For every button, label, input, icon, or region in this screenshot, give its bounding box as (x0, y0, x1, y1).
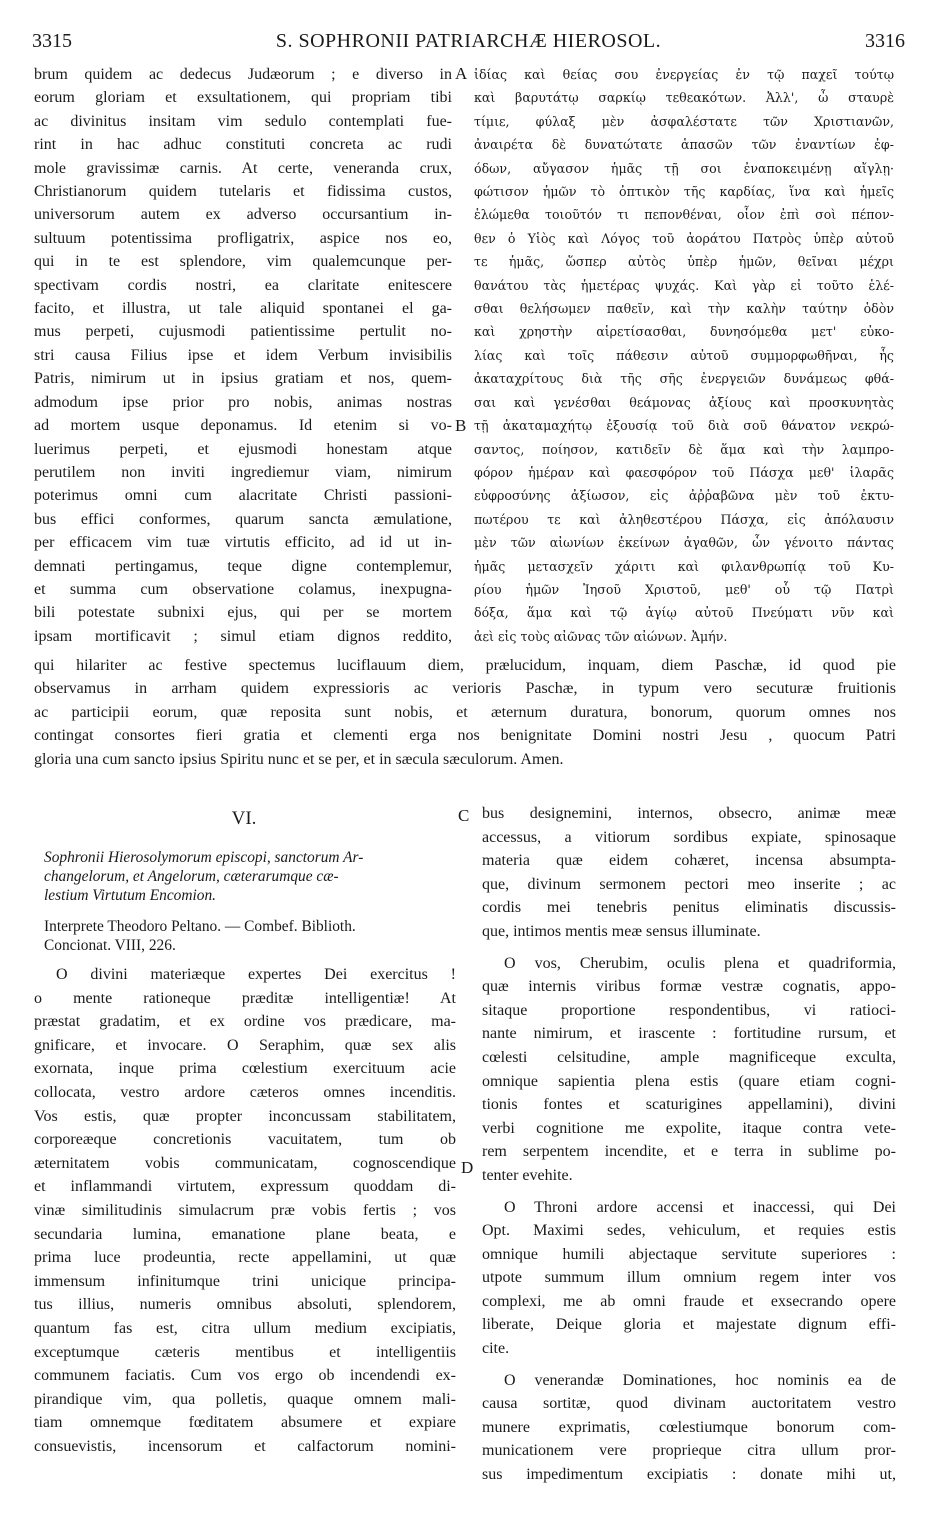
running-header (32, 30, 905, 60)
greek-text-line: μὲν τῶν αἰωνίων ἐκείνων ἀγαθῶν, ὧν γένοιτο πάντας (474, 535, 894, 551)
text-line: demnati pertingamus, teque digne contemplemur, (34, 557, 452, 575)
title-line: changelorum, et Angelorum, cæterarumque cæ- (44, 868, 339, 885)
section-title (44, 848, 454, 905)
text-line: bus designemini, internos, obsecro, animæ meæ (482, 805, 896, 822)
paragraph-gap (482, 1361, 896, 1369)
text-line: que, intimos mentis meæ sensus illuminate. (482, 922, 761, 940)
text-line: exornata, inque prima cœlestium exercituum acie (34, 1060, 456, 1078)
text-line: Vos estis, quæ propter inconcussam stabilitatem, (34, 1107, 456, 1125)
text-line: mole gravissimæ carnis. At certe, veneranda crux, (34, 159, 452, 177)
text-line: ac divinitus insitam vim sedulo contemplati fue- (34, 112, 452, 130)
interpreter-note (44, 917, 454, 955)
interpreter-line: Interprete Theodoro Peltano. — Combef. Biblioth. (44, 918, 356, 935)
text-line: rem serpentem incendite, et e terra in sublime po- (482, 1143, 896, 1161)
text-line: vinæ similitudinis simulacrum præ vobis fertis ; vos (34, 1201, 456, 1219)
text-line: gnificare, et invocare. O Seraphim, quæ sex alis (34, 1036, 456, 1054)
greek-text-line: φώτισον ἡμῶν τὸ ὀπτικὸν τῆς καρδίας, ἵνα καὶ ἡμεῖς (474, 184, 894, 200)
text-line: luerimus perpeti, et ejusmodi honestam atque (34, 440, 452, 458)
text-line: collocata, vestro ardore cæteros omnes incenditis. (34, 1083, 456, 1101)
text-line: accessus, a vitiorum sordibus expiate, spinosaque (482, 828, 896, 846)
text-line: cite. (482, 1340, 510, 1358)
paragraph (482, 1369, 896, 1487)
text-line: præstat gradatim, et ex ordine vos prædicare, ma- (34, 1013, 456, 1031)
greek-text-line: όδων, αὔγασον ἡμᾶς τῇ σοι ἐναποκειμένῃ αἴγλῃ· (474, 160, 894, 176)
text-line: per efficacem vim tuæ virtutis efficito, ad id ut in- (34, 534, 452, 552)
text-line: sultuum potentissima profligatrix, aspice nos eo, (34, 229, 452, 247)
greek-text-line: ἀναιρέτα δὲ δυνατώτατε ἁπασῶν τῶν ἐναντίων ἐφ- (474, 137, 894, 153)
text-line: quæ internis viribus formæ vestræ cognatis, appo- (482, 978, 896, 996)
text-line: materia quæ eidem cohæret, incensa absumpta- (482, 852, 896, 870)
text-line: munere exprimatis, cœlestiumque bonorum com- (482, 1418, 896, 1436)
greek-text-line: σαντος, ποίησον, κατιδεῖν δὲ ἅμα καὶ τὴν λαμπρο- (474, 441, 894, 457)
text-line: rint in hac adhuc constituti concreta ac rudi (34, 136, 452, 154)
greek-text-line: ἀκαταχρίτους διὰ τῆς σῆς ἐνεργειῶν δυνάμεως φθά- (474, 371, 894, 387)
text-line: cœlesti celsitudine, ample magnificeque exculta, (482, 1048, 896, 1066)
text-line: et inflammandi virtutem, expressum quoddam di- (34, 1178, 456, 1196)
text-line: tenter evehite. (482, 1166, 573, 1184)
paragraph-gap (482, 944, 896, 952)
text-line: æternitatem vobis communicatam, cognoscendique (34, 1154, 456, 1172)
greek-text-line: θανάτου τὰς ἡμετέρας ψυχάς. Καὶ γὰρ εἰ τοῦτο ἑλέ- (474, 277, 894, 293)
greek-text-line: πωτέρου τε καὶ ἀληθεστέρου Πάσχα, εἰς ἀπόλαυσιν (474, 511, 894, 527)
text-line: immensum infinitumque trini unicique principa- (34, 1272, 456, 1290)
text-line: municationem vere proprieque citra ullum pror- (482, 1442, 896, 1460)
text-line: consuevistis, incensorum et calfactorum nomini- (34, 1437, 456, 1455)
page-number-left: 3315 (32, 30, 72, 52)
text-line: bus effici conformes, quarum sancta æmulatione, (34, 510, 452, 528)
greek-text-line: ἑλώμεθα τοιοῦτόν τι πεπονθέναι, οἷον ἐπὶ σοὶ πέπον- (474, 207, 894, 223)
greek-text-line: ἰδίας καὶ θείας σου ἐνεργείας ἐν τῷ παχεῖ τούτῳ (474, 67, 894, 82)
text-line: O Throni ardore accensi et inaccessi, qui Dei (504, 1198, 896, 1216)
text-line: stri causa Filius ipse et idem Verbum invisibilis (34, 346, 452, 364)
text-line: causa sortitæ, quod divinam auctoritatem vestro (482, 1395, 896, 1413)
text-line: poterimus omni cum alacritate Christi passioni- (34, 487, 452, 505)
text-line: Opt. Maximi sedes, vehiculum, et requies estis (482, 1222, 896, 1240)
margin-mark-b: B (455, 416, 467, 435)
greek-text-line: ἡμᾶς μετασχεῖν χάριτι καὶ φιλανθρωπίᾳ τοῦ Κυ- (474, 558, 894, 574)
greek-text-line: τε ἡμᾶς, ὥσπερ αὐτὸς ὑπὲρ ἡμῶν, θεῖναι μέχρι (474, 254, 894, 270)
text-line: admodum ipse prior pro nobis, animas nostras (34, 393, 452, 411)
interpreter-line: Concionat. VIII, 226. (44, 937, 176, 954)
title-line: Sophronii Hierosolymorum episcopi, sanctorum Ar- (44, 849, 364, 866)
running-title: S. SOPHRONII PATRIARCHÆ HIEROSOL. (275, 30, 662, 52)
text-line: Christianorum quidem tutelaris et fidissima custos, (34, 183, 452, 201)
text-line: corporeæque concretionis vacuitatem, tum ob (34, 1131, 456, 1149)
text-line: complexi, me ab omni fraude et exsecrando opere (482, 1292, 896, 1310)
latin-column-bottom-right (482, 802, 896, 1487)
text-line: universorum autem ex adverso occursantium in- (34, 206, 452, 224)
greek-text-line: δόξα, ἅμα καὶ τῷ ἁγίῳ αὐτοῦ Πνεύματι νῦν καὶ (474, 605, 894, 621)
greek-text-line: λίας καὶ τοῖς πάθεσιν αὐτοῦ συμμορφωθῆναι, ἧς (474, 347, 894, 363)
text-line: brum quidem ac dedecus Judæorum ; e diverso in (34, 66, 452, 83)
greek-text-line: καὶ χρηστὴν αἱρετίσασθαι, δυνησόμεθα μετ' εὐκο- (474, 324, 894, 340)
latin-column-top (34, 63, 452, 648)
text-line: eorum gloriam et exsultationem, qui propriam tibi (34, 89, 452, 107)
greek-text-line: τῇ ἀκαταμαχήτῳ ἐξουσίᾳ τοῦ διὰ σοῦ θάνατον νεκρώ- (474, 418, 894, 434)
greek-text-line: τίμιε, φύλαξ μὲν ἀσφαλέστατε τῶν Χριστιανῶν, (474, 113, 894, 129)
full-width-paragraph (34, 654, 896, 771)
text-line: contingat consortes fieri gratia et clementi erga nos benignitate Domini nostri Jesu , quocum Patri (34, 727, 896, 745)
text-line: prima luce prodeuntia, recte appellamini, ut quæ (34, 1249, 456, 1267)
greek-text-line: θεν ὁ Υἱὸς καὶ Λόγος τοῦ ἀοράτου Πατρὸς ὑπὲρ αὐτοῦ (474, 230, 894, 246)
text-line: Patris, nimirum ut in ipsius gratiam et nos, quem- (34, 370, 452, 388)
text-line: omnique sapientia plena estis (quare etiam cogni- (482, 1072, 896, 1090)
text-line: spectivam cordis nostri, ea claritate enitescere (34, 276, 452, 294)
greek-text-line: εὐφροσύνης ἀξίωσον, εἰς ἀῤῥαβῶνα μὲν τοῦ ἐκτυ- (474, 488, 894, 504)
greek-text-line: σαι καὶ γενέσθαι θεάμονας ἀξίους καὶ προσκυνητὰς (474, 394, 894, 410)
margin-mark-d: D (461, 1158, 474, 1177)
text-line: ad mortem usque deponamus. Id etenim si vo- (34, 417, 452, 435)
text-line: facito, et illustra, ut tale aliquid spontanei el ga- (34, 300, 452, 318)
greek-text-line: σθαι θελήσωμεν παθεῖν, καὶ τὴν καλὴν ταύτην ὁδὸν (474, 301, 894, 317)
text-line: mus perpeti, cujusmodi patientissime pertulit no- (34, 323, 452, 341)
text-line: omnique humili abjectaque servitute superiores : (482, 1245, 896, 1263)
text-line: gloria una cum sancto ipsius Spiritu nunc et se per, et in sæcula sæculorum. Amen. (34, 750, 564, 768)
greek-text-line: καὶ βαρυτάτῳ σαρκίῳ τεθεακότων. Ἀλλ', ὦ σταυρὲ (474, 90, 894, 106)
paragraph (482, 952, 896, 1188)
text-line: tionis fontes et scaturigines appellamini), divini (482, 1096, 896, 1114)
text-line: verbi cognitione me expolite, itaque contra vete- (482, 1119, 896, 1137)
text-line: tiam omnemque fœditatem absumere et expiare (34, 1414, 456, 1432)
text-line: O vos, Cherubim, oculis plena et quadriformia, (504, 954, 896, 972)
paragraph (482, 1196, 896, 1361)
text-line: et summa cum observatione colamus, inexpugna- (34, 580, 452, 598)
text-line: sus impedimentum excipiatis : donate mihi ut, (482, 1466, 896, 1484)
text-line: quantum fas est, citra ullum medium excipiatis, (34, 1319, 456, 1337)
text-line: O venerandæ Dominationes, hoc nominis ea de (504, 1371, 896, 1389)
margin-mark-c: C (458, 806, 470, 825)
text-line: perutilem non inviti ingrediemur viam, nimirum (34, 463, 452, 481)
text-line: pirandique vim, qua polletis, quaque omnem mali- (34, 1390, 456, 1408)
text-line: que, divinum sermonem pectori meo inserite ; ac (482, 875, 896, 893)
greek-text-line: φόρον ἡμέραν καὶ φαεσφόρον τοῦ Πάσχα μεθ' ἱλαρᾶς (474, 464, 894, 480)
text-line: secundaria lumina, emanatione plane beata, e (34, 1225, 456, 1243)
greek-column-top (474, 63, 894, 648)
text-line: qui hilariter ac festive spectemus luciflauum diem, prælucidum, inquam, diem Paschæ, id quod pie (34, 657, 896, 674)
greek-text-line: ρίου ἡμῶν Ἰησοῦ Χριστοῦ, μεθ' οὗ τῷ Πατρὶ (474, 581, 894, 597)
text-line: ipsam mortificavit ; simul etiam dignos reddito, (34, 627, 452, 645)
text-line: bili potestate subnixi ejus, qui per se mortem (34, 604, 452, 622)
section-number: VI. (231, 808, 257, 829)
text-line: nante nimirum, et irascente : fortitudine rursum, et (482, 1025, 896, 1043)
text-line: ac participii eorum, quæ reposita sunt nobis, et æternum duratura, bonorum, quorum omnes nos (34, 703, 896, 721)
text-line: cordis mei tenebris penitus eliminatis discussis- (482, 899, 896, 917)
text-line: qui in te est splendore, vim qualemcunque per- (34, 253, 452, 271)
greek-text-line: ἀεὶ εἰς τοὺς αἰῶνας τῶν αἰώνων. Ἀμήν. (474, 628, 728, 644)
text-line: observamus in arrham quidem expressioris ac verioris Paschæ, in typum vero secuturæ fruitionis (34, 680, 896, 698)
text-line: communem faciatis. Cum vos ergo ob incendendi ex- (34, 1367, 456, 1385)
text-line: o mente rationeque præditæ intelligentiæ! At (34, 989, 456, 1007)
text-line: O divini materiæque expertes Dei exercitus ! (56, 966, 456, 983)
text-line: liberate, Deique gloria et majestate dignum effi- (482, 1316, 896, 1334)
text-line: tus illius, numeris omnibus absoluti, splendorem, (34, 1296, 456, 1314)
margin-mark-a: A (455, 64, 468, 83)
title-line: lestium Virtutum Encomion. (44, 887, 216, 904)
paragraph-gap (482, 1188, 896, 1196)
text-line: exceptumque cæteris mentibus et intelligentiis (34, 1343, 456, 1361)
text-line: utpote summum illum omnium regem inter vos (482, 1269, 896, 1287)
latin-column-bottom-left (34, 963, 456, 1458)
text-line: sitaque proportione respondentibus, vi ratioci- (482, 1001, 896, 1019)
page-number-right: 3316 (865, 30, 905, 52)
paragraph (482, 802, 896, 944)
